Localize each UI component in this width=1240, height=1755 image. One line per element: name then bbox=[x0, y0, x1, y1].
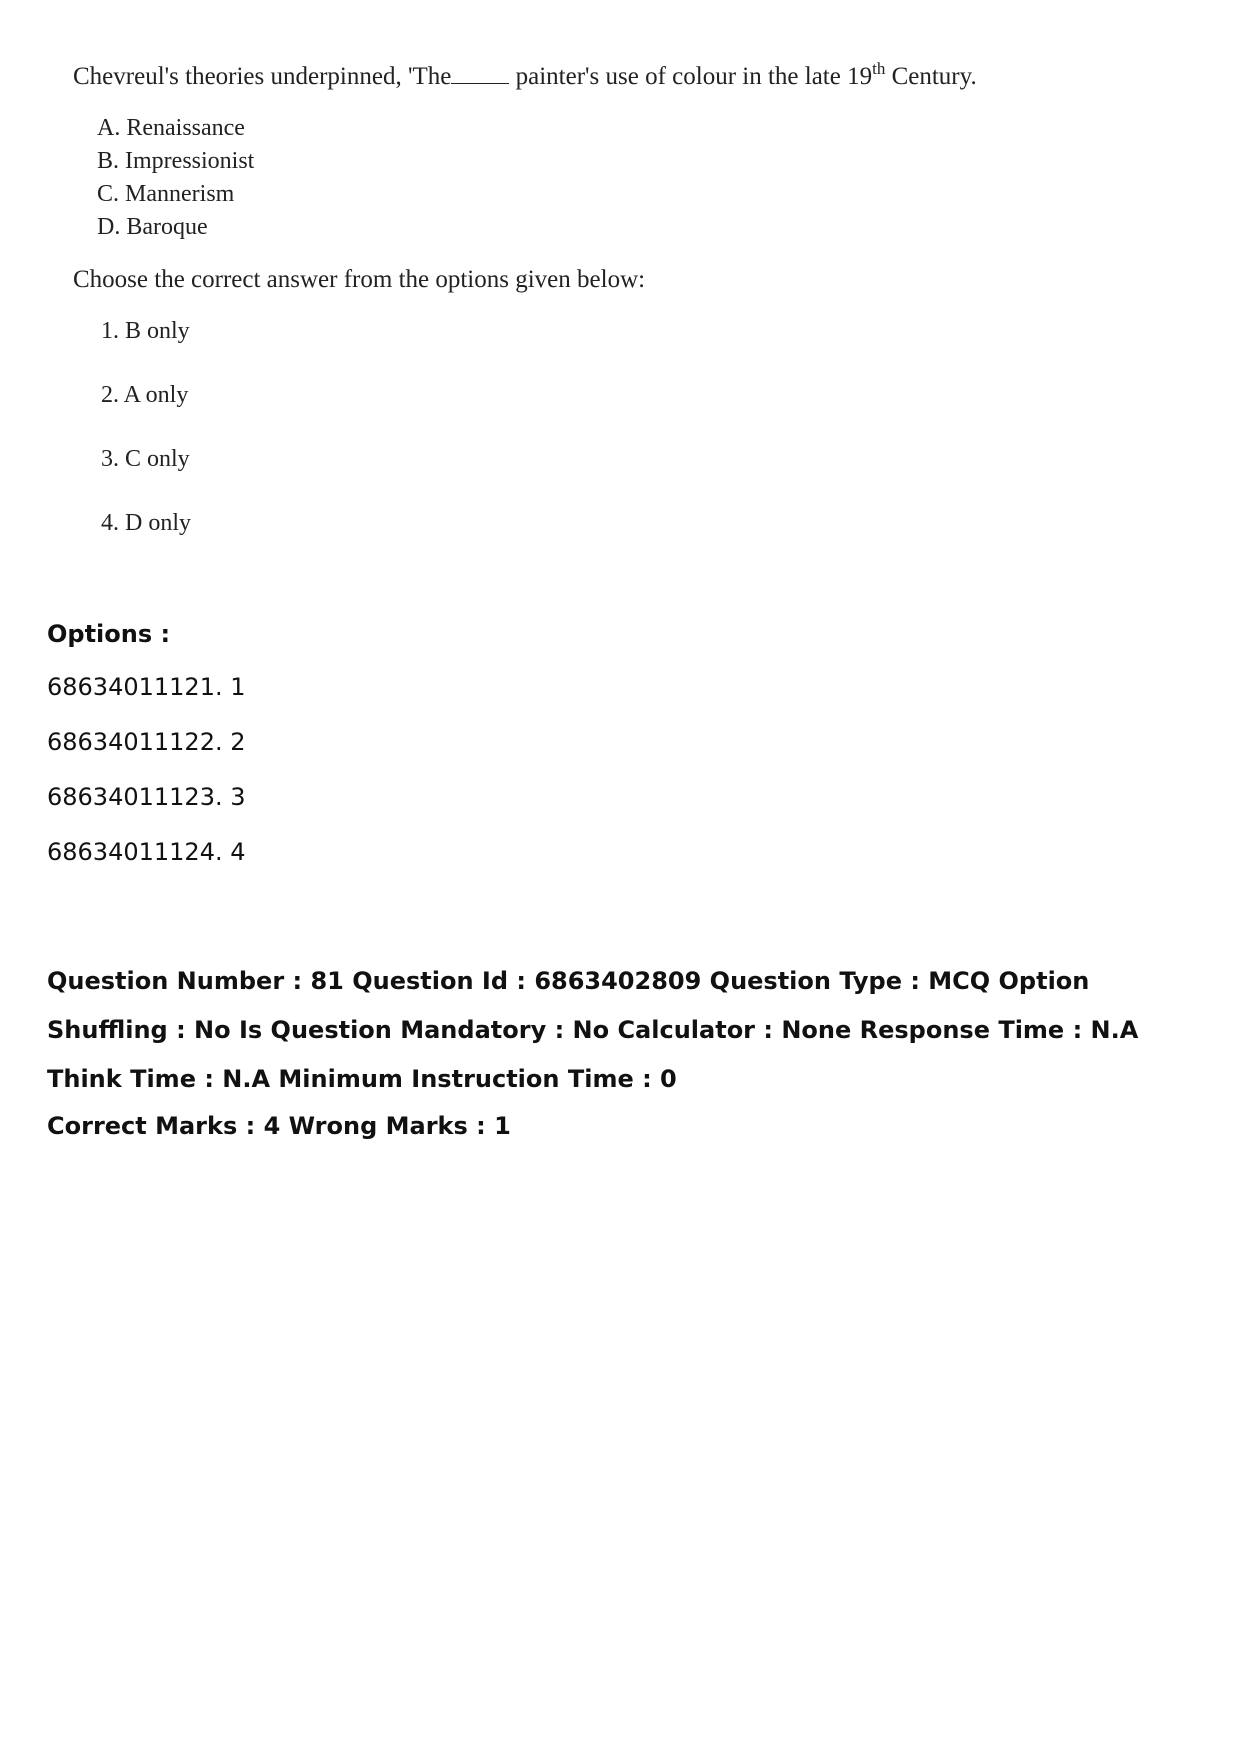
answer-choice-list bbox=[101, 314, 970, 570]
answer-choice: 3. C only bbox=[101, 446, 190, 472]
labeled-option: D. Baroque bbox=[97, 214, 208, 240]
stem-superscript: th bbox=[872, 59, 886, 78]
option-id-item: 68634011121. 1 bbox=[47, 673, 246, 701]
options-section bbox=[47, 620, 246, 890]
answer-choice: 4. D only bbox=[101, 510, 191, 536]
question-metadata: Question Number : 81 Question Id : 6863402809 Question Type : MCQ Option Shuffling : No Is Question Mandatory : No Calculator : None Response Time : N.A Think Time : N.A Minimum Instruction Time : 0 bbox=[47, 967, 1139, 1093]
question-image bbox=[70, 52, 977, 570]
option-id-item: 68634011123. 3 bbox=[47, 783, 246, 811]
stem-text-end: Century. bbox=[885, 63, 977, 90]
option-id-item: 68634011124. 4 bbox=[47, 838, 246, 866]
labeled-option: B. Impressionist bbox=[97, 148, 255, 174]
labeled-option: C. Mannerism bbox=[97, 181, 235, 207]
labeled-option: A. Renaissance bbox=[97, 115, 245, 141]
labeled-option-list bbox=[97, 112, 970, 244]
answer-choice: 2. A only bbox=[101, 382, 189, 408]
stem-text-start: Chevreul's theories underpinned, 'The bbox=[73, 63, 452, 90]
choose-instruction: Choose the correct answer from the options given below: bbox=[73, 266, 646, 293]
stem-text-middle: painter's use of colour in the late 19 bbox=[509, 63, 873, 90]
option-id-item: 68634011122. 2 bbox=[47, 728, 246, 756]
answer-choice: 1. B only bbox=[101, 318, 190, 344]
fill-in-blank bbox=[451, 65, 509, 84]
question-stem bbox=[73, 59, 977, 92]
marks-info: Correct Marks : 4 Wrong Marks : 1 bbox=[47, 1112, 511, 1140]
options-heading: Options : bbox=[47, 620, 171, 648]
